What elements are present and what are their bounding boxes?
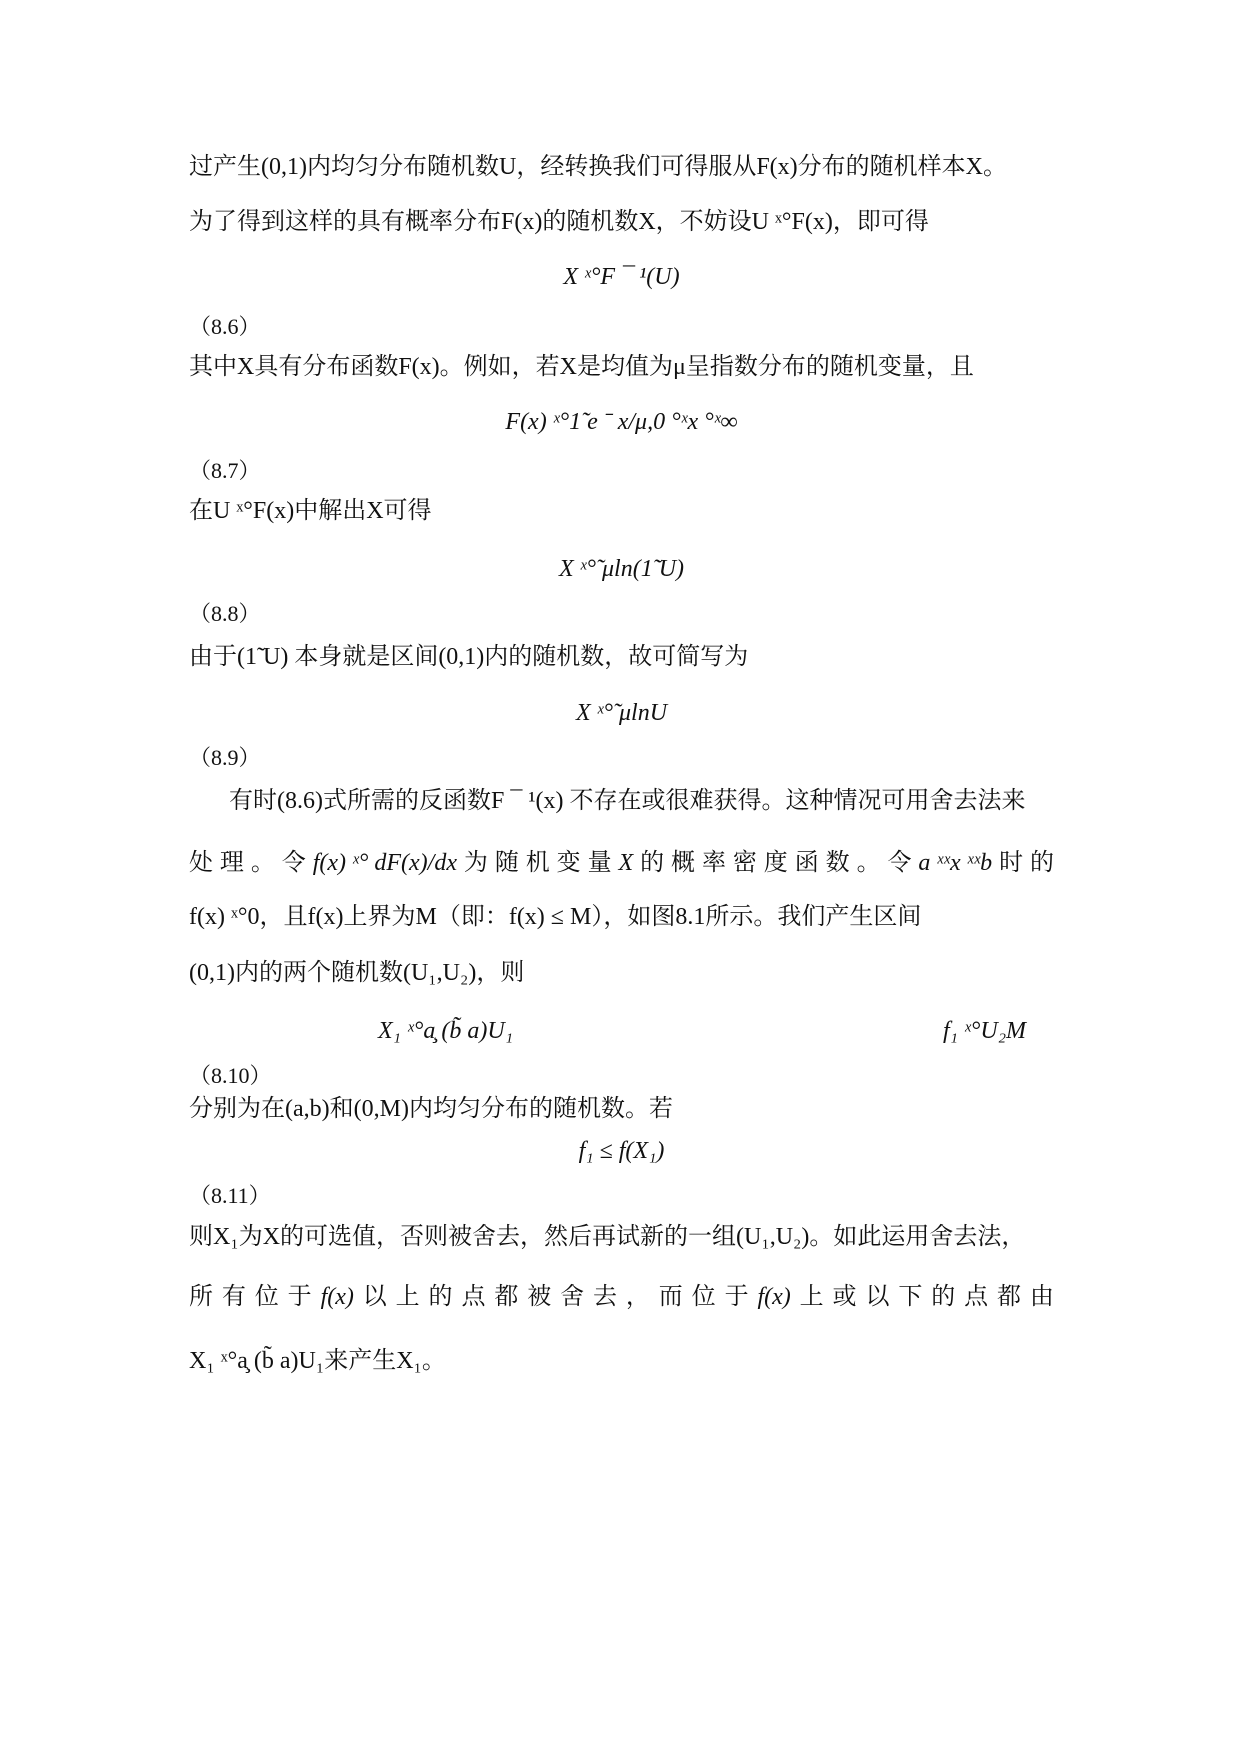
line-12-char: 都	[494, 1284, 519, 1310]
paragraph-line-1: 过产生(0,1)内均匀分布随机数U，经转换我们可得服从F(x)分布的随机样本X。	[189, 154, 1007, 180]
line-7-char: 量	[587, 850, 612, 876]
equation-number-8-6: （8.6）	[189, 314, 261, 339]
line-12-char: ，	[625, 1284, 650, 1310]
line-12-char: 上	[395, 1284, 420, 1310]
line-7-char: 密	[732, 850, 757, 876]
equation-8-7: F(x) ˣ°1̃ e ˉ x/μ,0 °ˣx °ˣ∞	[505, 409, 738, 435]
line-12-char: 舍	[560, 1284, 585, 1310]
line-7-math: a ˣˣx ˣˣb	[918, 850, 993, 876]
equation-8-10-x1: X₁ ˣ°a̧ (b̃ a)U₁	[378, 1018, 514, 1044]
line-12-char: 去	[593, 1284, 617, 1310]
line-12-math: f(x)	[757, 1284, 791, 1310]
line-7-char: 的	[640, 850, 665, 876]
equation-number-8-8: （8.8）	[189, 601, 261, 626]
paragraph-line-4: 在U ˣ°F(x)中解出X可得	[189, 498, 432, 524]
line-7-char: 时	[999, 850, 1024, 876]
line-7-char: 为	[463, 850, 488, 876]
line-7-char: 机	[525, 850, 550, 876]
paragraph-line-13: X₁ ˣ°a̧ (b̃ a)U₁来产生X₁。	[189, 1348, 446, 1374]
line-12-char: 的	[428, 1284, 453, 1310]
line-12-char: 所	[189, 1284, 213, 1310]
equation-number-8-11: （8.11）	[189, 1183, 271, 1208]
line-12-char: 的	[931, 1284, 956, 1310]
line-12-char: 或	[832, 1284, 857, 1310]
line-7-char: 变	[556, 850, 581, 876]
paragraph-line-5: 由于(1̃ U) 本身就是区间(0,1)内的随机数，故可简写为	[189, 644, 749, 670]
equation-8-9: X ˣ°̃ μlnU	[575, 700, 668, 726]
paragraph-line-2: 为了得到这样的具有概率分布F(x)的随机数X，不妨设U ˣ°F(x)，即可得	[189, 209, 929, 235]
line-7-char: 率	[701, 850, 726, 876]
paragraph-line-9: (0,1)内的两个随机数(U₁,U₂)，则	[189, 960, 525, 986]
line-12-char: 以	[362, 1284, 387, 1310]
line-12-char: 上	[799, 1284, 824, 1310]
line-12-char: 被	[527, 1284, 552, 1310]
paragraph-line-11: 则X₁为X的可选值，否则被舍去，然后再试新的一组(U₁,U₂)。如此运用舍去法，	[189, 1224, 1026, 1250]
line-7-char: 。	[250, 850, 275, 876]
line-12-char: 都	[997, 1284, 1021, 1310]
equation-8-6: X ˣ°F ¯ ¹(U)	[563, 264, 680, 290]
line-12-char: 下	[898, 1284, 923, 1310]
paragraph-line-7	[189, 848, 1054, 878]
line-7-math: f(x) ˣ° dF(x)/dx	[312, 850, 457, 876]
line-7-char: 概	[671, 850, 696, 876]
line-12-char: 点	[964, 1284, 989, 1310]
line-7-math: X	[618, 850, 634, 876]
line-12-char: 有	[221, 1284, 246, 1310]
line-12-math: f(x)	[320, 1284, 354, 1310]
equation-number-8-10: （8.10）	[189, 1063, 272, 1088]
equation-number-8-7: （8.7）	[189, 458, 261, 483]
equation-number-8-9: （8.9）	[189, 745, 261, 770]
line-12-char: 由	[1029, 1284, 1054, 1310]
paragraph-line-12	[189, 1282, 1054, 1312]
line-12-char: 而	[658, 1284, 683, 1310]
line-7-char: 处	[189, 850, 213, 876]
equation-8-11: f₁ ≤ f(X₁)	[578, 1138, 665, 1164]
line-7-char: 的	[1030, 850, 1054, 876]
equation-8-8: X ˣ°̃ μln(1̃ U)	[558, 556, 685, 582]
line-7-char: 度	[763, 850, 788, 876]
line-7-char: 函	[794, 850, 819, 876]
line-7-char: 令	[887, 850, 912, 876]
line-7-char: 令	[281, 850, 306, 876]
line-12-char: 以	[865, 1284, 890, 1310]
line-12-char: 位	[254, 1284, 279, 1310]
line-7-char: 数	[825, 850, 850, 876]
paragraph-line-8: f(x) ˣ°0，且f(x)上界为M（即：f(x) ≤ M），如图8.1所示。我们产生区间	[189, 904, 922, 930]
line-12-char: 点	[461, 1284, 486, 1310]
line-7-char: 理	[219, 850, 244, 876]
line-7-char: 随	[494, 850, 519, 876]
paragraph-line-10: 分别为在(a,b)和(0,M)内均匀分布的随机数。若	[189, 1096, 673, 1122]
paragraph-line-3: 其中X具有分布函数F(x)。例如，若X是均值为μ呈指数分布的随机变量，且	[189, 354, 974, 380]
equation-8-10-f1: f₁ ˣ°U₂M	[943, 1018, 1027, 1044]
line-12-char: 于	[287, 1284, 312, 1310]
line-12-char: 于	[724, 1284, 749, 1310]
line-7-char: 。	[856, 850, 881, 876]
line-12-char: 位	[691, 1284, 716, 1310]
paragraph-line-6: 有时(8.6)式所需的反函数F ¯ ¹(x) 不存在或很难获得。这种情况可用舍去法来	[229, 788, 1026, 814]
